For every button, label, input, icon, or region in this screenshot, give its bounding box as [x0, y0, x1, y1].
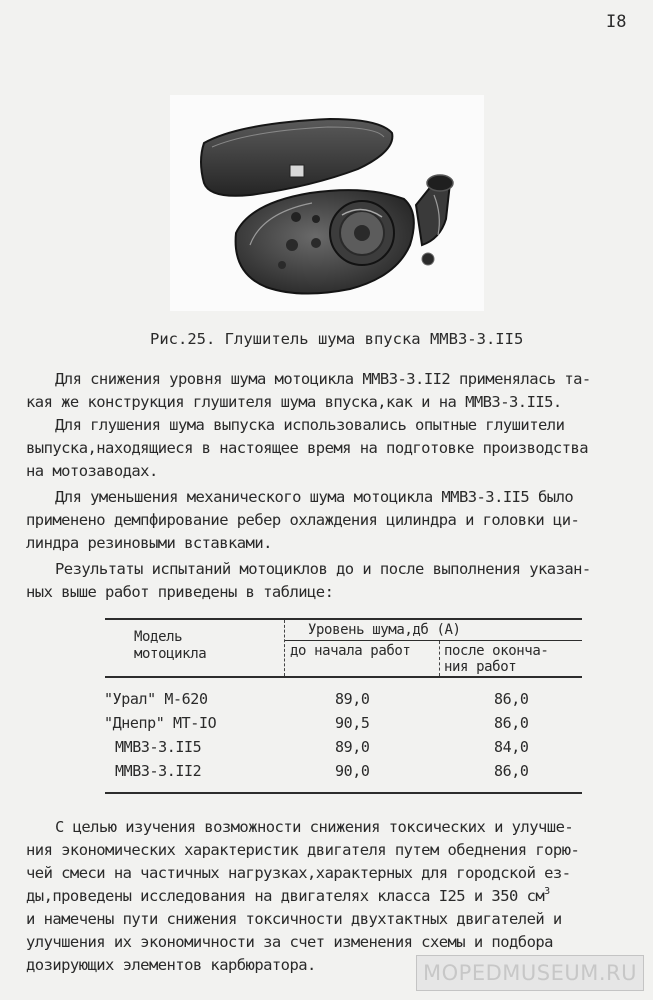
paragraph-line: выпуска,находящиеся в настоящее время на подготовке производства [26, 439, 589, 457]
header-level: Уровень шума,дб (А) [308, 622, 461, 638]
header-after: ния работ [444, 659, 517, 675]
page-number: I8 [606, 12, 627, 32]
row-after: 86,0 [494, 714, 529, 732]
paragraph-text: ды,проведены исследования на двигателях класса I25 и 350 см [26, 887, 545, 905]
figure-photo [170, 95, 484, 311]
paragraph-line [26, 887, 550, 905]
figure-caption: Рис.25. Глушитель шума впуска ММВЗ-3.II5 [150, 330, 524, 348]
paragraph-line: Результаты испытаний мотоциклов до и после выполнения указан- [55, 560, 591, 578]
paragraph-line: С целью изучения возможности снижения токсических и улучше- [55, 818, 574, 836]
row-before: 89,0 [335, 690, 370, 708]
header-after: после оконча- [444, 643, 549, 659]
paragraph-line: линдра резиновыми вставками. [26, 534, 272, 552]
paragraph-line: и намечены пути снижения токсичности двухтактных двигателей и [26, 910, 562, 928]
header-model: мотоцикла [134, 646, 207, 662]
superscript: 3 [544, 886, 550, 897]
row-model: "Урал" М-620 [104, 690, 208, 708]
row-after: 86,0 [494, 690, 529, 708]
muffler-icon [170, 95, 484, 311]
watermark: MOPEDMUSEUM.RU [416, 955, 644, 991]
row-model: "Днепр" МТ-IO [104, 714, 217, 732]
header-before: до начала работ [290, 643, 411, 659]
paragraph-line: кая же конструкция глушителя шума впуска,как и на ММВЗ-3.II5. [26, 393, 562, 411]
table-rule-header [105, 676, 582, 678]
row-after: 84,0 [494, 738, 529, 756]
table-rule-top [105, 618, 582, 620]
row-before: 90,5 [335, 714, 370, 732]
row-before: 89,0 [335, 738, 370, 756]
table-col-divider [439, 641, 440, 676]
table-rule-bottom [105, 792, 582, 794]
row-model: ММВЗ-3.II5 [115, 738, 202, 756]
paragraph-line: на мотозаводах. [26, 462, 158, 480]
table-col-divider [284, 620, 285, 676]
paragraph-line: улучшения их экономичности за счет изменения схемы и подбора [26, 933, 553, 951]
paragraph-line: ных выше работ приведены в таблице: [26, 583, 334, 601]
paragraph-line: Для снижения уровня шума мотоцикла ММВЗ-3.II2 применялась та- [55, 370, 591, 388]
paragraph-line: чей смеси на частичных нагрузках,характерных для городской ез- [26, 864, 571, 882]
paragraph-line: дозирующих элементов карбюратора. [26, 956, 316, 974]
row-before: 90,0 [335, 762, 370, 780]
table-rule-mid [284, 640, 582, 641]
paragraph-line: применено демпфирование ребер охлаждения цилиндра и головки ци- [26, 511, 580, 529]
row-after: 86,0 [494, 762, 529, 780]
paragraph-line: Для уменьшения механического шума мотоцикла ММВЗ-3.II5 было [55, 488, 574, 506]
paragraph-line: Для глушения шума выпуска использовались опытные глушители [55, 416, 565, 434]
header-model: Модель [134, 629, 183, 645]
row-model: ММВЗ-3.II2 [115, 762, 202, 780]
paragraph-line: ния экономических характеристик двигателя путем обеднения горю- [26, 841, 580, 859]
